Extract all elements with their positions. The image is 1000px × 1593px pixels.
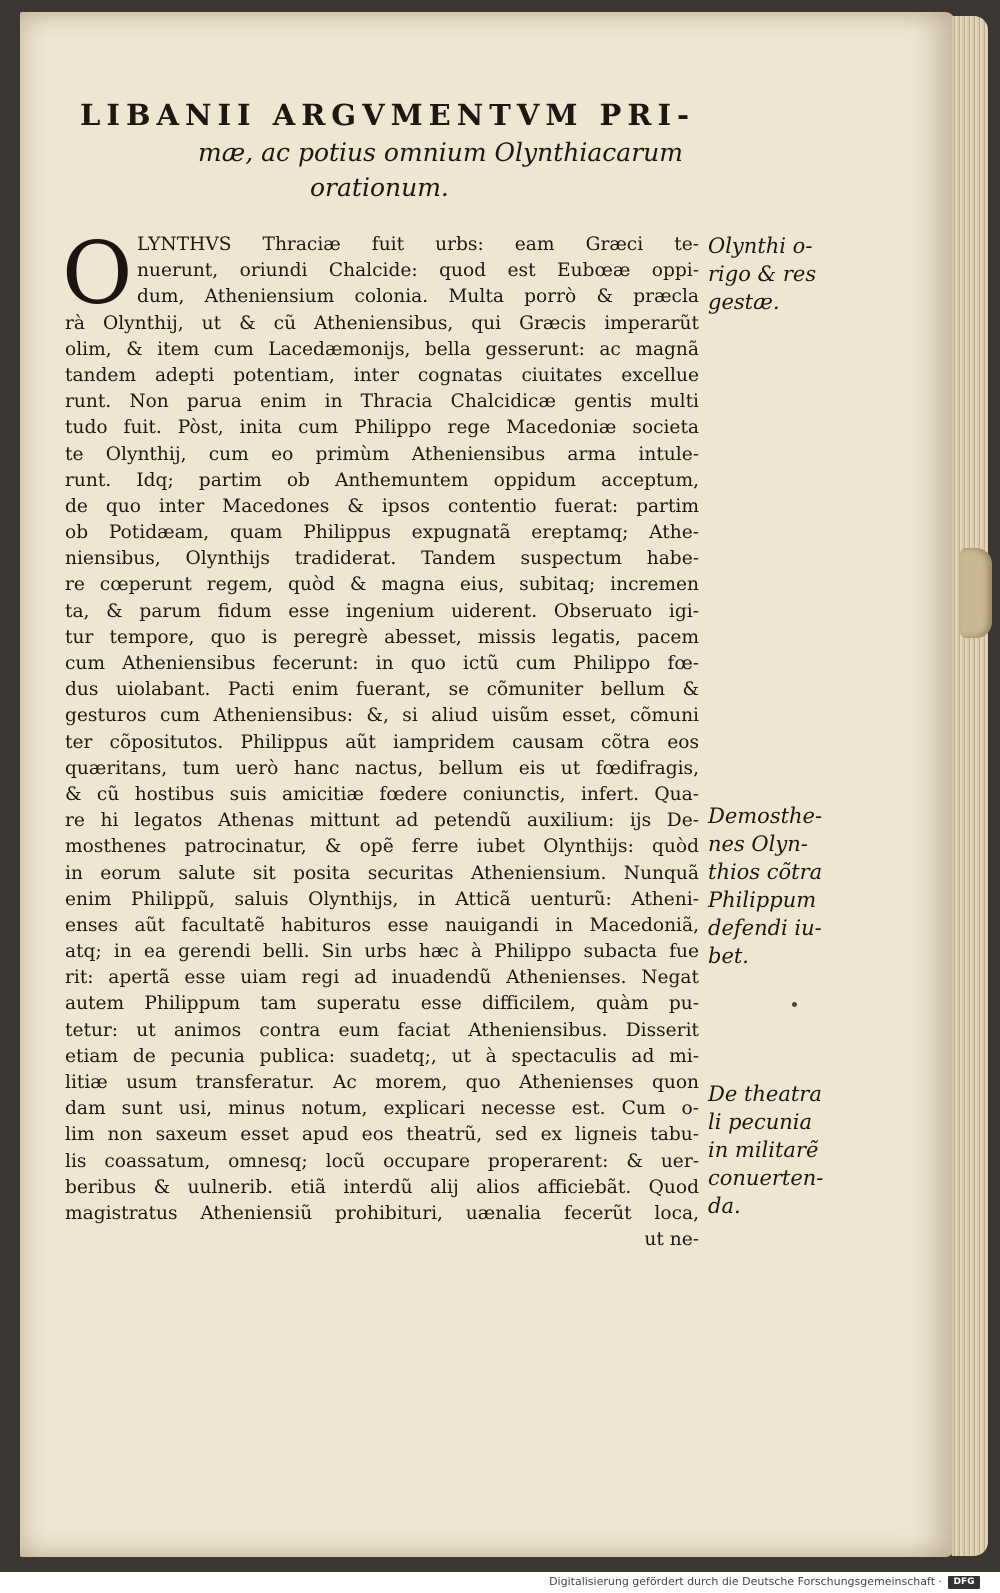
text-line: gesturos cum Atheniensibus: &, si aliud uisũm esset, cõmuni [65, 705, 699, 727]
text-line: mosthenes patrocinatur, & opẽ ferre iubet Olynthijs: quòd [65, 836, 699, 858]
margin-note-line: Philippum [708, 888, 817, 912]
text-line: ut ne- [644, 1229, 699, 1251]
text-line: litiæ usum transferatur. Ac morem, quo Athenienses quon [65, 1072, 699, 1093]
text-line: tandem adepti potentiam, inter cognatas ciuitates excellue [65, 364, 699, 386]
margin-note-line: conuerten- [708, 1166, 824, 1190]
text-line: dam sunt usi, minus notum, explicari necesse est. Cum o- [65, 1098, 699, 1120]
margin-note-line: De theatra [708, 1082, 822, 1106]
text-line: LYNTHVS Thraciæ fuit urbs: eam Græci te- [137, 234, 699, 255]
text-line: enim Philippũ, saluis Olynthijs, in Atticã uenturũ: Atheni- [65, 888, 699, 910]
chapter-heading [80, 98, 705, 202]
text-line: nuerunt, oriundi Chalcide: quod est Eubœæ oppi- [137, 260, 699, 282]
margin-note-line: rigo & res [708, 262, 817, 286]
text-line: runt. Idq; partim ob Anthemuntem oppidum acceptum, [65, 469, 699, 491]
footer-bar [0, 1572, 1000, 1593]
text-line: runt. Non parua enim in Thracia Chalcidicæ gentis multi [65, 391, 699, 413]
text-line: tetur: ut animos contra eum faciat Atheniensibus. Disserit [65, 1019, 699, 1041]
margin-note-line: defendi iu- [708, 916, 822, 940]
text-line: autem Philippum tam superatu esse difficilem, quàm pu- [65, 993, 699, 1015]
text-line: olim, & item cum Lacedæmonijs, bella gesserunt: ac magnã [65, 338, 699, 360]
text-line: rit: apertã esse uiam regi ad inuadendũ Athenienses. Negat [65, 967, 699, 989]
margin-note-line: Demosthe- [708, 804, 823, 828]
margin-note-line: gestæ. [708, 290, 780, 314]
margin-note-line: nes Olyn- [708, 832, 808, 856]
text-line: tur tempore, quo is peregrè abesset, missis legatis, pacem [65, 626, 699, 648]
text-line: cum Atheniensibus fecerunt: in quo ictũ cum Philippo fœ- [65, 653, 699, 674]
heading-line-3: orationum. [310, 173, 449, 202]
text-line: magistratus Atheniensiũ prohibituri, uænalia fecerũt loca, [65, 1202, 699, 1224]
text-line: ta, & parum fidum esse ingenium uiderent. Obseruato igi- [65, 600, 699, 622]
page-edges [952, 16, 988, 1556]
heading-line-2: mæ, ac potius omnium Olynthiacarum [198, 138, 683, 167]
text-line: rà Olynthij, ut & cũ Atheniensibus, qui Græcis imperarũt [65, 312, 699, 334]
text-line: beribus & uulnerib. etiã interdũ alij alios afficiebãt. Quod [65, 1176, 699, 1198]
margin-note-olynthi [708, 232, 828, 316]
text-line: lis coassatum, omnesq; locũ occupare properarent: & uer- [65, 1150, 699, 1172]
text-line: dum, Atheniensium colonia. Multa porrò & præcla [137, 286, 699, 308]
text-line: re cœperunt regem, quòd & magna eius, subitaq; incremen [65, 574, 699, 596]
text-line: lim non saxeum esset apud eos theatrũ, sed ex ligneis tabu- [65, 1124, 699, 1146]
drop-cap: O [62, 224, 133, 324]
margin-note-line: in militarẽ [708, 1138, 819, 1162]
footer-credit: Digitalisierung gefördert durch die Deutsche Forschungsgemeinschaft · [549, 1575, 942, 1588]
margin-note-demosthenes [708, 802, 828, 970]
page-tab-marker [960, 548, 992, 638]
text-line: dus uiolabant. Pacti enim fuerant, se cõmuniter bellum & [65, 679, 699, 701]
text-line: niensibus, Olynthijs tradiderat. Tandem suspectum habe- [65, 548, 699, 570]
margin-note-line: Olynthi o- [708, 234, 813, 258]
heading-line-1: LIBANII ARGVMENTVM PRI- [80, 98, 696, 132]
margin-note-line: bet. [708, 944, 749, 968]
text-line: de quo inter Macedones & ipsos contentio fuerat: partim [65, 495, 699, 517]
text-line: enses aũt facultatẽ habituros esse nauigandi in Macedoniã, [65, 914, 699, 936]
margin-note-line: da. [708, 1194, 741, 1218]
text-line: ter cõpositutos. Philippus aũt iampridem causam cõtra eos [65, 731, 699, 753]
margin-note-line: thios cõtra [708, 860, 823, 884]
text-line: ob Potidæam, quam Philippus expugnatã ereptamq; Athe- [65, 522, 699, 544]
text-line: atq; in ea gerendi belli. Sin urbs hæc à Philippo subacta fue [65, 941, 699, 963]
margin-note-line: li pecunia [708, 1110, 813, 1134]
dfg-logo: DFG [948, 1576, 980, 1589]
text-line: etiam de pecunia publica: suadetq;, ut à spectaculis ad mi- [65, 1045, 699, 1067]
text-line: & cũ hostibus suis amicitiæ fœdere coniunctis, infert. Qua- [65, 783, 699, 805]
ink-speck [792, 1002, 797, 1007]
text-line: tudo fuit. Pòst, inita cum Philippo rege Macedoniæ societa [65, 417, 699, 439]
text-line: quæritans, tum uerò hanc nactus, bellum eis ut fœdifragis, [65, 757, 699, 779]
text-line: re hi legatos Athenas mittunt ad petendũ auxilium: ijs De- [65, 810, 699, 832]
margin-note-theatrali [708, 1080, 828, 1220]
text-line: te Olynthij, cum eo primùm Atheniensibus arma intule- [65, 443, 699, 465]
text-line: in eorum salute sit posita securitas Atheniensium. Nunquã [65, 862, 699, 884]
body-text [65, 232, 699, 1253]
